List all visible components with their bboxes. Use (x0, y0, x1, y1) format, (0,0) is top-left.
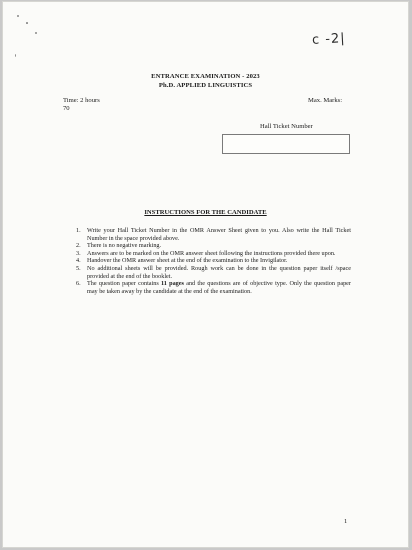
instruction-number: 1. (76, 227, 81, 234)
instruction-text-end: and the questions are of objective type. Only the question paper may be taken away by the candidate at the end of the examination. (87, 280, 351, 295)
hall-ticket-label: Hall Ticket Number (260, 123, 313, 130)
max-marks-value: 70 (63, 105, 70, 112)
instruction-text: Answers are to be marked on the OMR answer sheet following the instructions provided there upon. (87, 249, 336, 257)
instruction-number: 5. (76, 264, 81, 272)
handwritten-code: c -2| (311, 31, 346, 48)
instructions-heading: INSTRUCTIONS FOR THE CANDIDATE (144, 209, 267, 216)
time-info: Time: 2 hours (63, 97, 100, 104)
instructions-list (76, 227, 351, 295)
instruction-item (76, 280, 351, 295)
instruction-number: 2. (76, 242, 81, 250)
instruction-text: There is no negative marking. (87, 242, 162, 250)
scan-speck (35, 32, 37, 34)
instruction-text: Handover the OMR answer sheet at the end of the examination to the Invigilator. (87, 257, 288, 265)
scan-speck (26, 22, 28, 24)
instruction-item (76, 242, 351, 250)
exam-subtitle: Ph.D. APPLIED LINGUISTICS (158, 82, 253, 89)
document-page (2, 1, 409, 548)
page-number: 1 (344, 518, 348, 525)
instruction-text: No additional sheets will be provided. Rough work can be done in the question paper itself /space provided at the end of the booklet. (87, 264, 351, 280)
exam-title: ENTRANCE EXAMINATION - 2023 (151, 73, 260, 80)
page-count: 11 pages (161, 280, 184, 288)
max-marks-label: Max. Marks: (308, 97, 343, 104)
instruction-number: 6. (76, 280, 81, 288)
scan-speck (15, 54, 16, 57)
instruction-text-start: The question paper contains (87, 280, 162, 288)
instruction-item (76, 265, 351, 280)
instruction-number: 4. (76, 257, 81, 265)
scan-speck (17, 15, 19, 17)
instruction-item (76, 257, 351, 265)
instruction-text: Write your Hall Ticket Number in the OMR Answer Sheet given to you. Also write the Hall Ticket Number in the space provided above. (87, 227, 351, 242)
instruction-item (76, 250, 351, 258)
instruction-item (76, 227, 351, 242)
instruction-number: 3. (76, 249, 81, 257)
hall-ticket-field[interactable] (222, 134, 350, 154)
